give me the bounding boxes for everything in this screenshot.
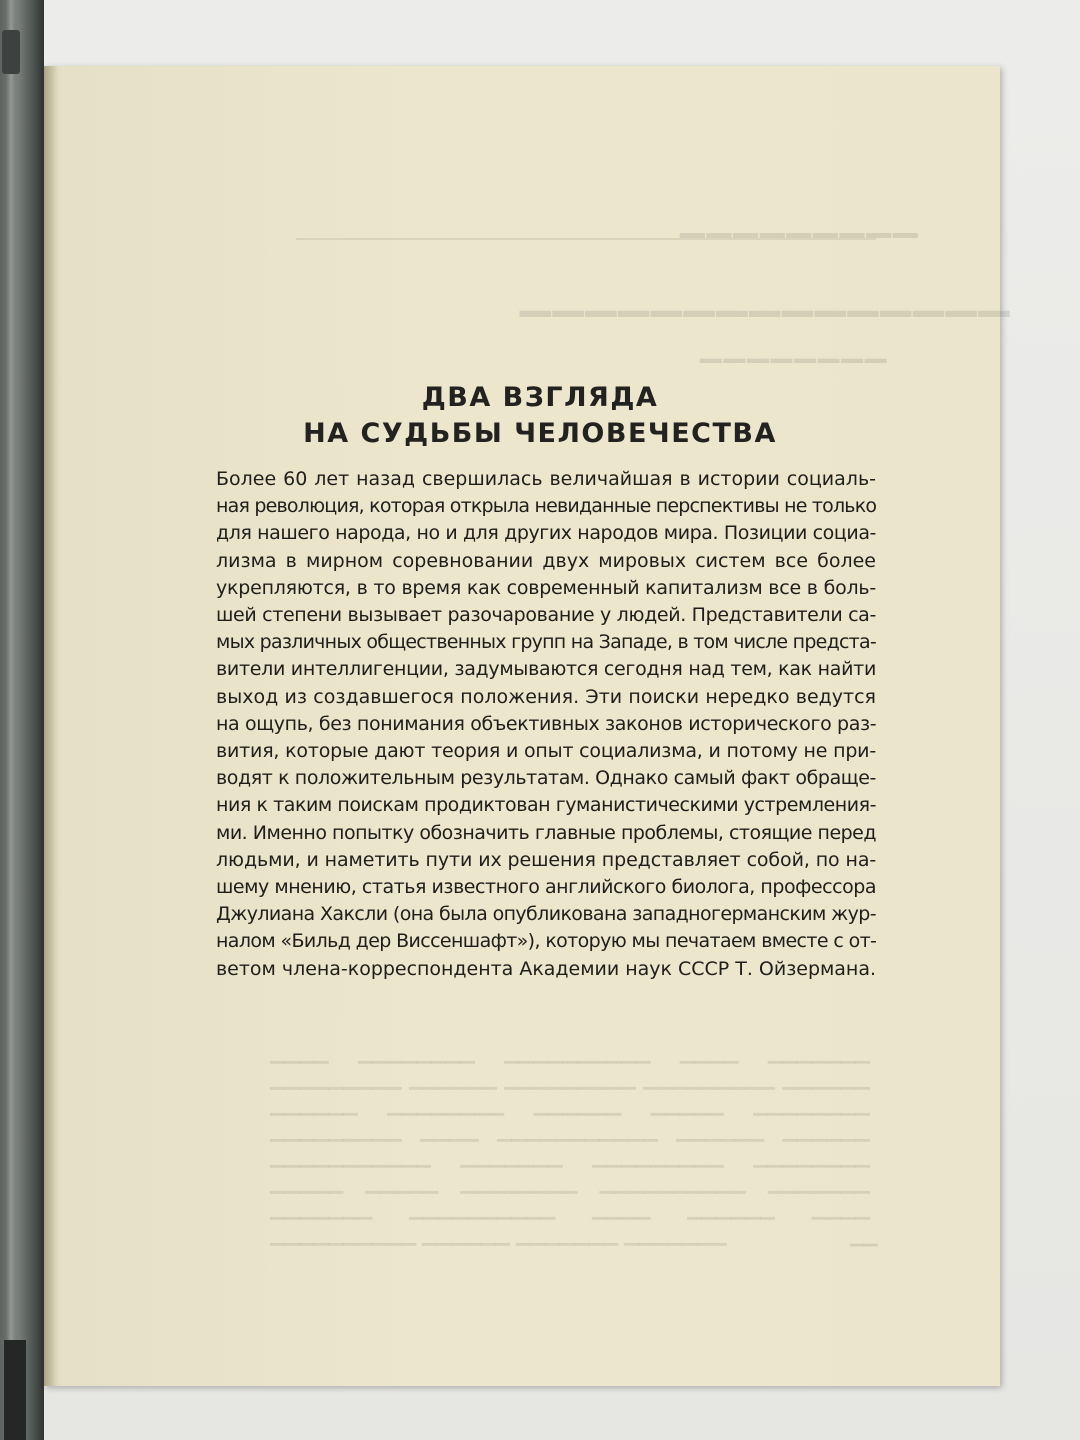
paragraph-line: шему мнению, статья известного английского биолога, профессора [216,876,876,899]
binding-bottom-edge [4,1340,26,1440]
show-through-text: ▁▁▁▁ ▁▁▁▁▁▁▁▁ ▁▁▁▁▁▁▁▁▁▁ ▁▁▁▁ ▁▁▁▁▁▁▁ ▁▁▁▁▁▁▁▁▁ ▁▁▁▁▁▁ ▁▁▁▁▁▁▁▁▁ ▁▁▁▁▁▁▁▁▁ ▁▁▁▁▁▁ ▁▁▁▁▁▁ ▁▁▁▁▁▁▁▁ ▁▁▁▁▁▁ ▁▁▁▁▁ ▁▁▁▁▁▁▁▁ ▁▁▁▁▁▁▁▁▁ ▁▁▁▁ ▁▁▁▁▁▁▁▁▁▁▁ ▁▁▁▁▁▁ ▁▁▁▁▁▁ ▁▁▁▁▁▁▁▁▁▁▁ ▁▁▁▁▁▁▁ ▁▁▁▁▁▁▁▁▁ ▁▁▁▁▁▁▁▁ ▁▁▁▁▁ ▁▁▁▁▁ ▁▁▁▁▁▁▁▁ ▁▁▁▁▁▁▁▁▁▁ ▁▁▁▁▁▁▁ ▁▁▁▁▁▁▁ ▁▁▁▁▁▁▁▁▁▁ ▁▁▁▁ ▁▁▁▁▁▁ ▁▁▁▁ ▁▁▁▁▁▁▁▁▁▁ ▁▁▁▁▁▁ ▁▁▁▁▁▁▁ ▁▁▁▁▁▁▁ [270,1042,870,1246]
paragraph-line: мых различных общественных групп на Западе, в том числе предста- [216,631,876,654]
paragraph-line: Более 60 лет назад свершилась величайшая в истории социаль- [216,468,876,490]
page-gutter-shadow [44,66,58,1386]
paragraph-line: вития, которые дают теория и опыт социализма, и потому не при- [216,740,876,763]
paragraph-line: людьми, и наметить пути их решения представляет собой, по на- [216,848,877,871]
paragraph-line: водят к положительным результатам. Однако самый факт обраще- [216,767,876,790]
article-heading [150,380,930,452]
show-through-rule [296,238,876,240]
paragraph-line: вители интеллигенции, задумываются сегодня над тем, как найти [216,658,876,681]
paragraph-line: шей степени вызывает разочарование у людей. Представители са- [216,604,876,627]
heading-line-1: ДВА ВЗГЛЯДА [421,382,659,413]
binding-highlight [6,0,16,1440]
show-through-title: ▁▁▁▁▁▁▁▁▁▁▁▁▁▁▁ [520,270,1012,317]
paragraph-line: для нашего народа, но и для других народов мира. Позиции социа- [216,522,876,545]
intro-paragraph [216,466,876,983]
paragraph-line: ная революция, которая открыла невиданные перспективы не только [216,495,877,518]
paragraph-line: Джулиана Хаксли (она была опубликована западногерманским жур- [216,903,876,926]
paragraph-line: ния к таким поискам продиктован гуманистическими устремления- [216,794,876,817]
heading-line-2: НА СУДЬБЫ ЧЕЛОВЕЧЕСТВА [303,418,777,449]
paragraph-line: лизма в мирном соревновании двух мировых систем все более [216,549,876,572]
show-through-page-number: ▁▁ [850,1226,878,1247]
book-binding [0,0,44,1440]
show-through-subtitle: ▁▁▁▁▁▁▁▁ [700,330,889,363]
paragraph-line: ветом члена-корреспондента Академии наук СССР Т. Ойзермана. [216,957,876,980]
paragraph-line: укрепляются, в то время как современный капитализм все в боль- [216,576,876,599]
show-through-author: ▁▁▁▁▁▁▁▁▁ [680,200,920,238]
binding-top-edge [2,30,20,74]
paragraph-line: выход из создавшегося положения. Эти поиски нередко ведутся [216,685,876,708]
paragraph-line: на ощупь, без понимания объективных законов исторического раз- [216,712,877,735]
paragraph-line: ми. Именно попытку обозначить главные проблемы, стоящие перед [216,821,876,844]
paragraph-line: налом «Бильд дер Виссеншафт»), которую мы печатаем вместе с от- [216,930,877,953]
